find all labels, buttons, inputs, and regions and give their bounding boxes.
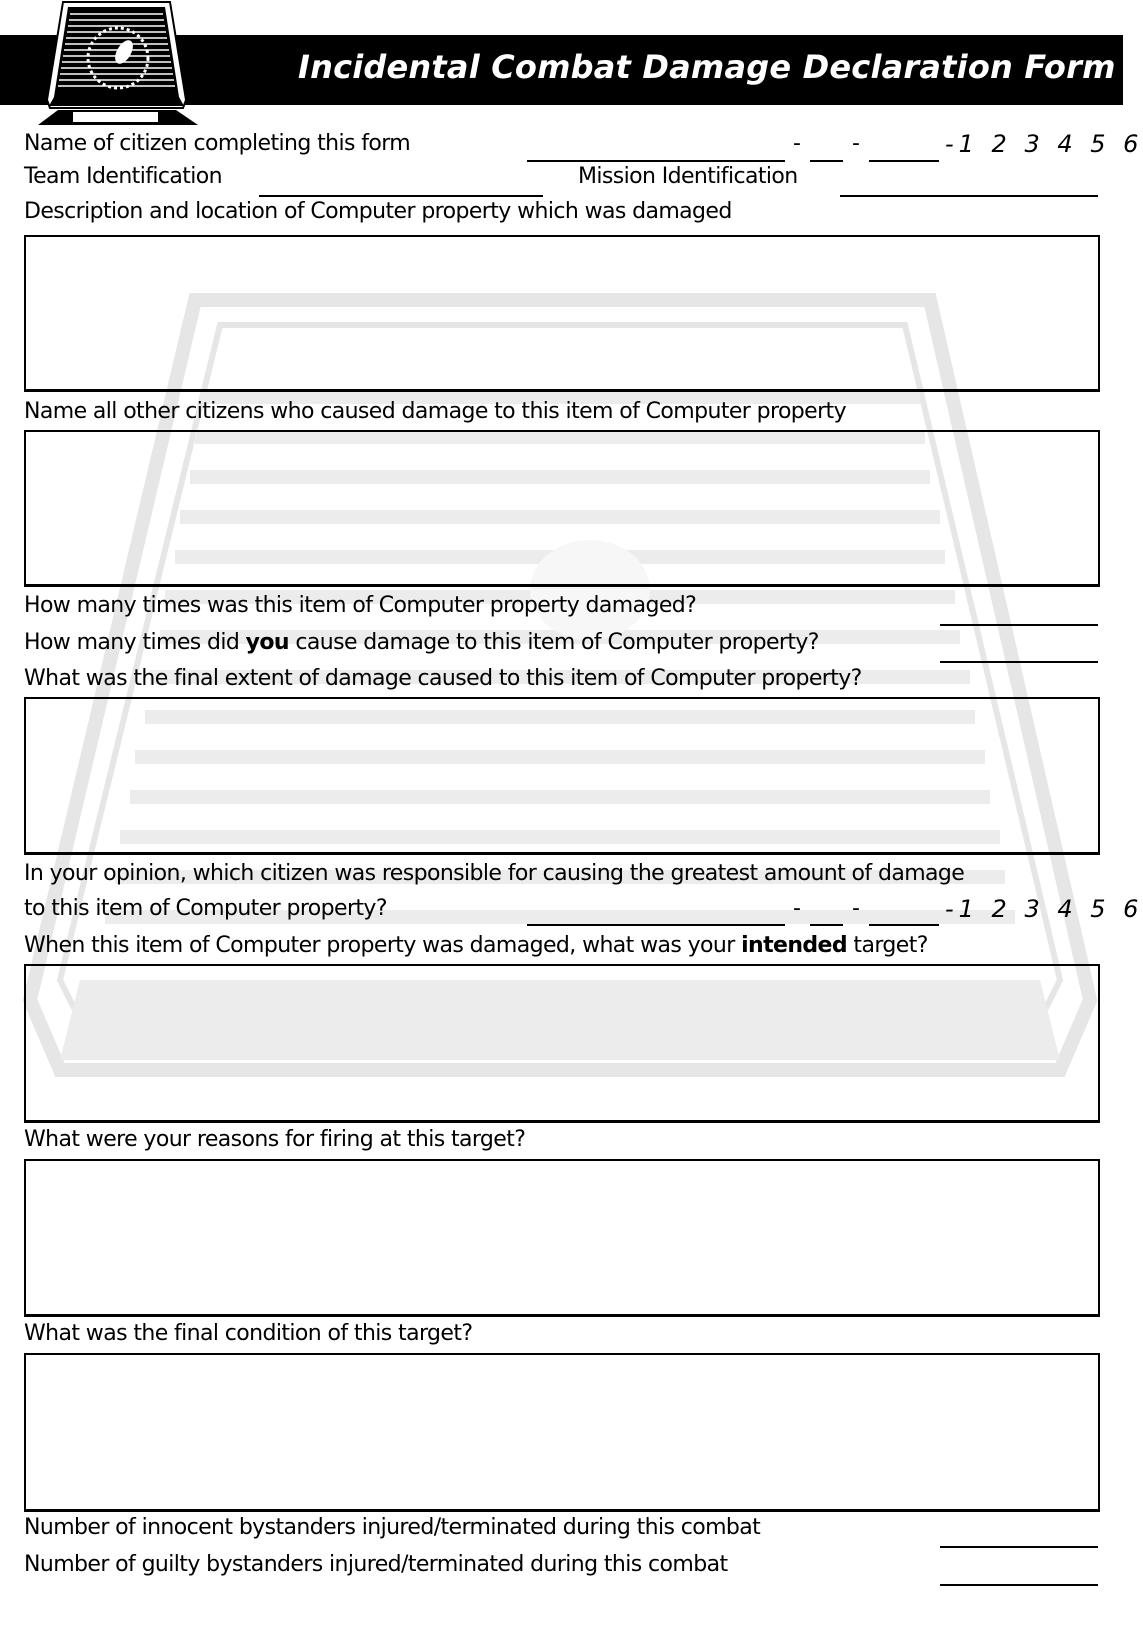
emphasis-you: you — [245, 630, 289, 655]
computer-terminal-logo-icon — [38, 0, 198, 125]
team-id-label: Team Identification — [24, 164, 222, 189]
intended-text: target? — [847, 933, 928, 958]
responsible-sector-field[interactable] — [810, 924, 843, 926]
serial-suffix: -1 2 3 4 5 6 — [945, 130, 1143, 158]
responsible-clone-field[interactable] — [869, 924, 939, 926]
times-you-text: How many times did — [24, 630, 246, 655]
emphasis-intended: intended — [741, 933, 848, 958]
final-extent-box[interactable] — [24, 697, 1100, 855]
description-box[interactable] — [24, 235, 1100, 392]
responsible-citizen-field[interactable] — [527, 924, 785, 926]
separator-dash: - — [793, 131, 801, 156]
times-damaged-field[interactable] — [940, 624, 1098, 626]
citizen-name-label: Name of citizen completing this form — [24, 131, 411, 156]
team-id-field[interactable] — [259, 195, 543, 197]
mission-id-label: Mission Identification — [578, 164, 798, 189]
separator-dash: - — [793, 896, 801, 921]
citizen-sector-field[interactable] — [810, 160, 843, 162]
times-you-text: cause damage to this item of Computer property? — [288, 630, 819, 655]
times-you-label — [24, 629, 819, 657]
intended-text: When this item of Computer property was damaged, what was your — [24, 933, 742, 958]
innocent-bystanders-label: Number of innocent bystanders injured/terminated during this combat — [24, 1515, 761, 1540]
final-extent-label: What was the final extent of damage caused to this item of Computer property? — [24, 666, 862, 691]
separator-dash: - — [852, 896, 860, 921]
final-condition-box[interactable] — [24, 1353, 1100, 1512]
citizen-name-field[interactable] — [527, 160, 785, 162]
serial-suffix: -1 2 3 4 5 6 — [945, 895, 1143, 923]
other-citizens-box[interactable] — [24, 430, 1100, 587]
reasons-label: What were your reasons for firing at this target? — [24, 1127, 526, 1152]
form-title: Incidental Combat Damage Declaration Form — [298, 48, 1116, 86]
intended-target-box[interactable] — [24, 964, 1100, 1123]
intended-target-label — [24, 932, 928, 960]
other-citizens-label: Name all other citizens who caused damage to this item of Computer property — [24, 399, 846, 424]
reasons-box[interactable] — [24, 1159, 1100, 1317]
opinion-label-line1: In your opinion, which citizen was responsible for causing the greatest amount of damage — [24, 861, 965, 886]
final-condition-label: What was the final condition of this target? — [24, 1321, 473, 1346]
opinion-label-line2: to this item of Computer property? — [24, 896, 387, 921]
citizen-clone-field[interactable] — [869, 160, 939, 162]
times-you-field[interactable] — [940, 661, 1098, 663]
separator-dash: - — [852, 131, 860, 156]
innocent-bystanders-field[interactable] — [940, 1546, 1098, 1548]
times-damaged-label: How many times was this item of Computer property damaged? — [24, 593, 697, 618]
mission-id-field[interactable] — [840, 195, 1098, 197]
description-label: Description and location of Computer property which was damaged — [24, 199, 732, 224]
guilty-bystanders-label: Number of guilty bystanders injured/terminated during this combat — [24, 1552, 728, 1577]
guilty-bystanders-field[interactable] — [940, 1584, 1098, 1586]
